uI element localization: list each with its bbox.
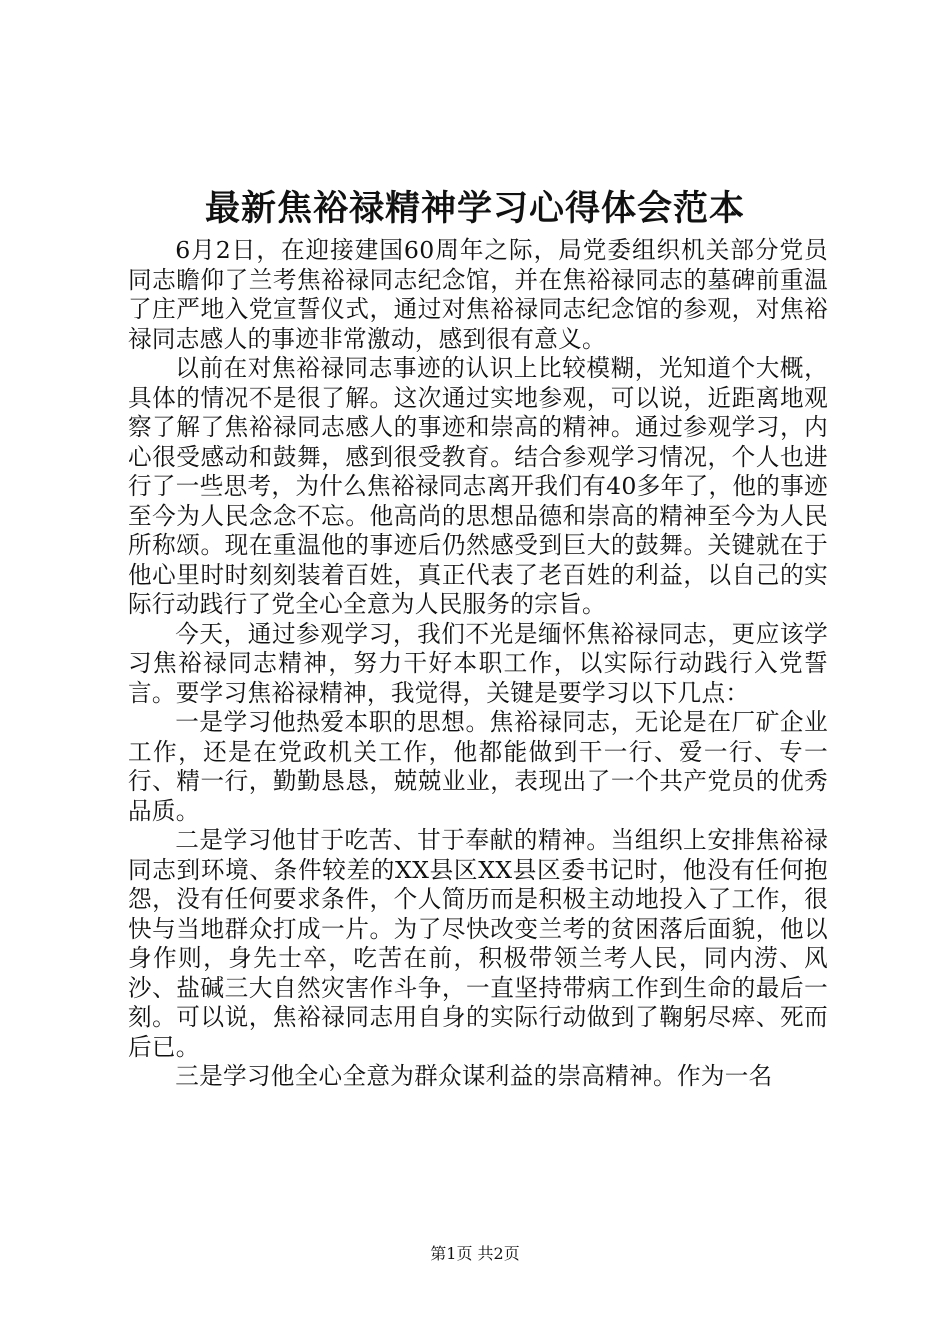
page-footer: 第1页 共2页 [430, 1244, 520, 1263]
paragraph-5: 二是学习他甘于吃苦、甘于奉献的精神。当组织上安排焦裕禄同志到环境、条件较差的XX县区XX县区委书记时，他没有任何抱怨，没有任何要求条件，个人简历而是积极主动地投入了工作，很快与当地群众打成一片。为了尽快改变兰考的贫困落后面貌，他以身作则，身先士卒，吃苦在前，积极带领兰考人民，同内涝、风沙、盐碱三大自然灾害作斗争，一直坚持带病工作到生命的最后一刻。可以说，焦裕禄同志用自身的实际行动做到了鞠躬尽瘁、死而后已。 [128, 826, 828, 1061]
document-title: 最新焦裕禄精神学习心得体会范本 [204, 188, 745, 229]
paragraph-4: 一是学习他热爱本职的思想。焦裕禄同志，无论是在厂矿企业工作，还是在党政机关工作，他都能做到干一行、爱一行、专一行、精一行，勤勤恳恳，兢兢业业，表现出了一个共产党员的优秀品质。 [128, 708, 828, 825]
paragraph-2: 以前在对焦裕禄同志事迹的认识上比较模糊，光知道个大概，具体的情况不是很了解。这次通过实地参观，可以说，近距离地观察了解了焦裕禄同志感人的事迹和崇高的精神。通过参观学习，内心很受感动和鼓舞，感到很受教育。结合参观学习情况，个人也进行了一些思考，为什么焦裕禄同志离开我们有40多年了，他的事迹至今为人民念念不忘。他高尚的思想品德和崇高的精神至今为人民所称颂。现在重温他的事迹后仍然感受到巨大的鼓舞。关键就在于他心里时时刻刻装着百姓，真正代表了老百姓的利益，以自己的实际行动践行了党全心全意为人民服务的宗旨。 [128, 354, 828, 618]
paragraph-3: 今天，通过参观学习，我们不光是缅怀焦裕禄同志，更应该学习焦裕禄同志精神，努力干好本职工作，以实际行动践行入党誓言。要学习焦裕禄精神，我觉得，关键是要学习以下几点： [128, 619, 828, 707]
document-body [128, 236, 828, 1092]
paragraph-6: 三是学习他全心全意为群众谋利益的崇高精神。作为一名 [175, 1062, 773, 1090]
paragraph-1: 6月2日，在迎接建国60周年之际，局党委组织机关部分党员同志瞻仰了兰考焦裕禄同志纪念馆，并在焦裕禄同志的墓碑前重温了庄严地入党宣誓仪式，通过对焦裕禄同志纪念馆的参观，对焦裕禄同志感人的事迹非常激动，感到很有意义。 [128, 236, 828, 353]
